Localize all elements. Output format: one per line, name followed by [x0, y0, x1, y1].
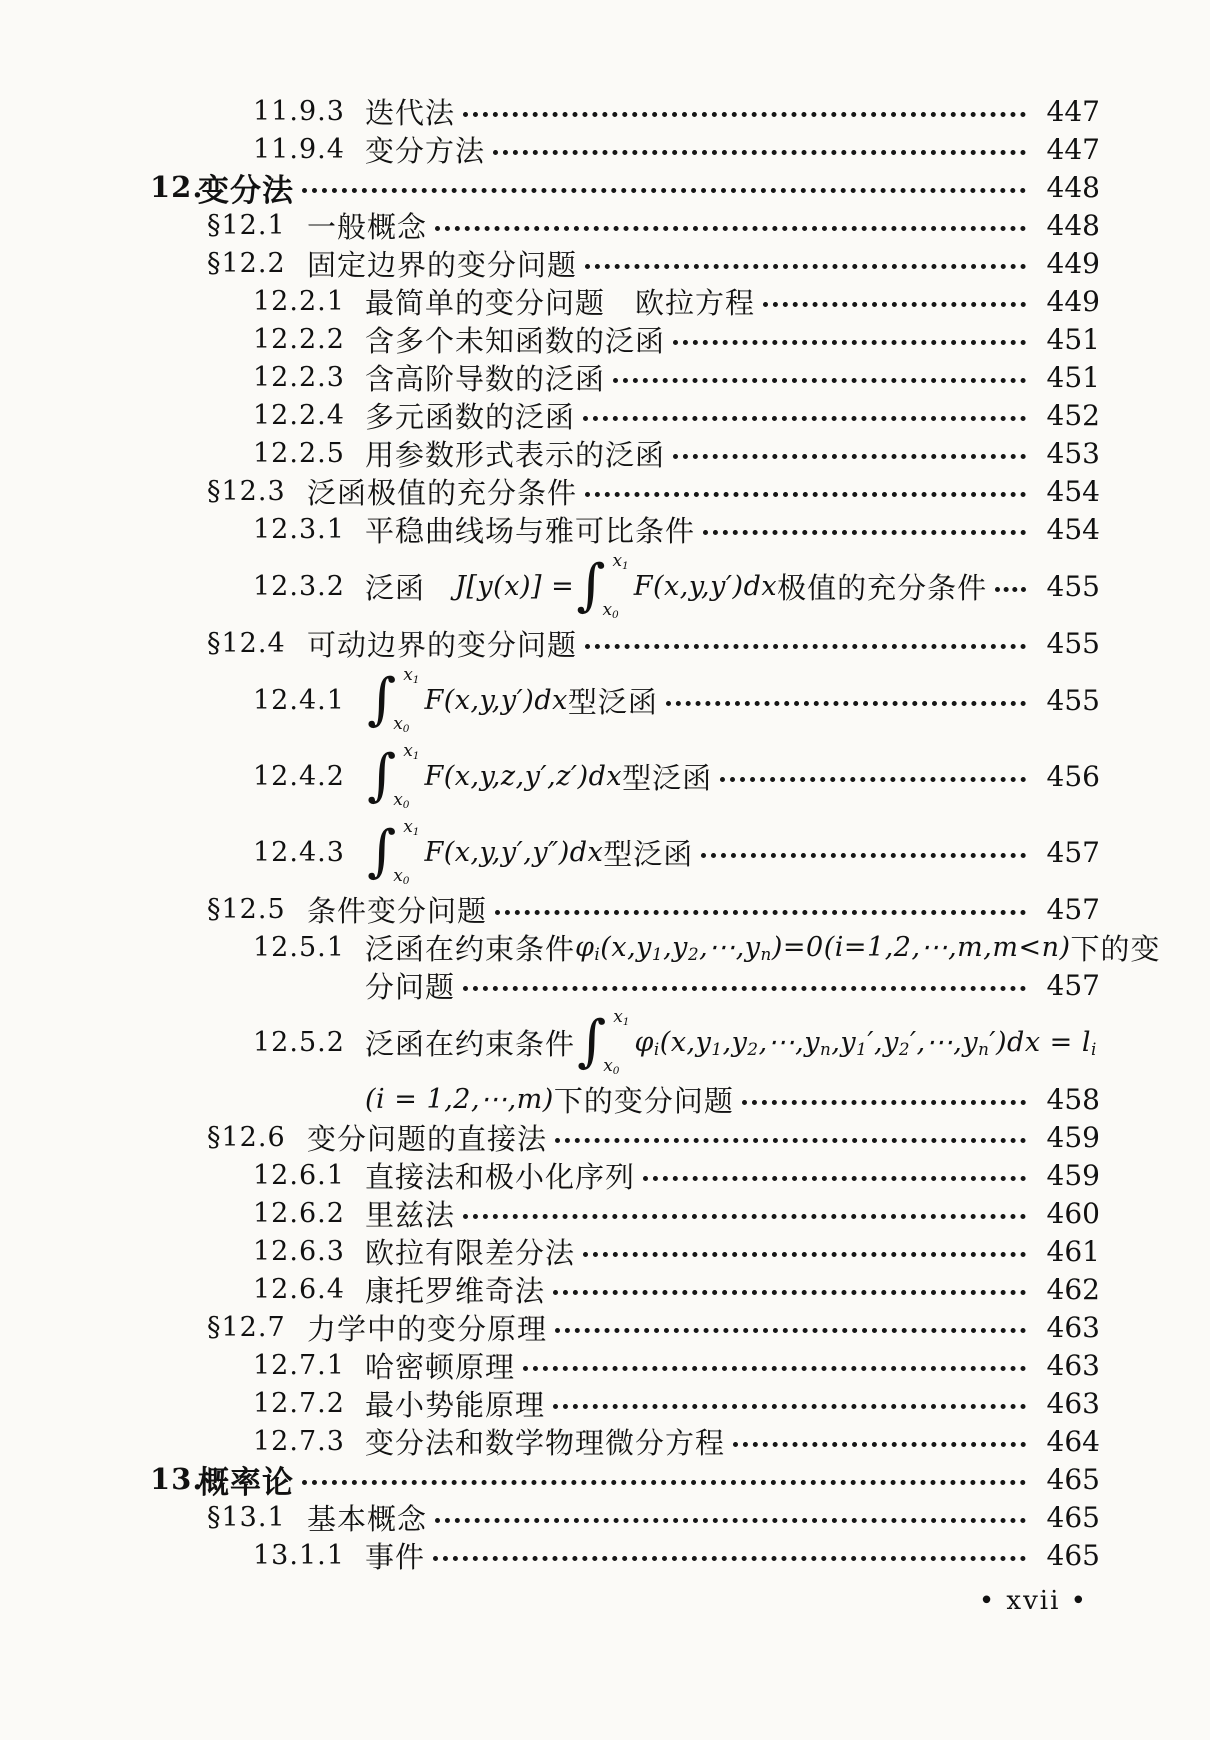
- dot-leader: [673, 454, 1026, 459]
- dot-leader: [673, 340, 1026, 345]
- toc-entry: [150, 1232, 1100, 1270]
- entry-title: [365, 817, 694, 887]
- entry-text: 里兹法: [365, 1199, 456, 1232]
- toc-entry: [150, 1004, 1100, 1118]
- toc-entry: [150, 1156, 1100, 1194]
- page-number: 463: [1046, 1386, 1100, 1420]
- math-expression: J[y(x)] =: [455, 570, 575, 602]
- entry-number: 12.7.3: [253, 1425, 345, 1457]
- entry-text: 基本概念: [307, 1503, 428, 1536]
- dot-leader: [553, 1290, 1026, 1295]
- toc-entry: [150, 1194, 1100, 1232]
- page-number: 459: [1046, 1120, 1100, 1154]
- integral-upper-limit: $x_1$: [403, 665, 420, 686]
- entry-number: 12.6.3: [253, 1235, 345, 1267]
- toc-entry-line: [150, 1422, 1100, 1460]
- page-number: 460: [1046, 1196, 1100, 1230]
- integral-upper-limit: $x_1$: [613, 1007, 630, 1028]
- toc-entry: [150, 1422, 1100, 1460]
- entry-text: 条件变分问题: [307, 895, 488, 928]
- entry-title: [365, 319, 665, 360]
- page-number: 465: [1046, 1500, 1100, 1534]
- entry-text: 哈密顿原理: [365, 1351, 516, 1384]
- entry-text: 泛函极值的充分条件: [307, 477, 578, 510]
- entry-text: 最小势能原理: [365, 1389, 546, 1422]
- toc-entry: [150, 244, 1100, 282]
- entry-text: 变分法和数学物理微分方程: [365, 1427, 726, 1460]
- entry-title: [307, 471, 577, 512]
- dot-leader: [463, 112, 1026, 117]
- toc-entry-line: [150, 206, 1100, 244]
- toc-entry: [150, 130, 1100, 168]
- entry-title: [365, 509, 695, 550]
- dot-leader: [585, 492, 1026, 497]
- dot-leader: [435, 226, 1026, 231]
- page-number: 455: [1046, 683, 1100, 717]
- dot-leader: [463, 1214, 1026, 1219]
- toc-entry-line: [150, 966, 1100, 1004]
- dot-leader: [435, 1518, 1026, 1523]
- toc-entry-line: [150, 1308, 1100, 1346]
- entry-title: [307, 205, 427, 246]
- page-number: 459: [1046, 1158, 1100, 1192]
- entry-title: [198, 165, 294, 210]
- toc-entry-line: [150, 92, 1100, 130]
- entry-text: 直接法和极小化序列: [365, 1161, 636, 1194]
- entry-number: 12.6.4: [253, 1273, 345, 1305]
- toc-entry-line: [150, 928, 1161, 966]
- toc-entry: [150, 624, 1100, 662]
- integral-sign: ∫ $x_1$ $x_0$: [367, 817, 420, 887]
- page-number: 462: [1046, 1272, 1100, 1306]
- toc-entry: [150, 1346, 1100, 1384]
- entry-title: [365, 433, 665, 474]
- entry-title: [365, 1079, 734, 1120]
- entry-title: [365, 665, 658, 735]
- page-number: 457: [1046, 835, 1100, 869]
- entry-text: 固定边界的变分问题: [307, 249, 578, 282]
- entry-number: 12.7.1: [253, 1349, 345, 1381]
- entry-text: 泛函在约束条件: [365, 933, 576, 966]
- page-number: 464: [1046, 1424, 1100, 1458]
- toc-entry: [150, 168, 1100, 206]
- page-number: 453: [1046, 436, 1100, 470]
- entry-title: [365, 1231, 575, 1272]
- entry-title: [365, 551, 988, 621]
- integral-upper-limit: $x_1$: [403, 741, 420, 762]
- toc-entry-line: [150, 1384, 1100, 1422]
- page-number: 449: [1046, 246, 1100, 280]
- toc-entry-line: [150, 358, 1100, 396]
- integral-sign: ∫ $x_1$ $x_0$: [367, 741, 420, 811]
- dot-leader: [302, 188, 1026, 193]
- entry-number: §13.1: [207, 1501, 286, 1533]
- dot-leader: [666, 701, 1026, 706]
- entry-number: §12.4: [207, 627, 286, 659]
- entry-text: 变分方法: [365, 135, 486, 168]
- entry-text: 分问题: [365, 971, 456, 1004]
- page-number: 452: [1046, 398, 1100, 432]
- entry-title: [307, 889, 487, 930]
- integral-sign: ∫ $x_1$ $x_0$: [577, 1007, 630, 1077]
- entry-text: 一般概念: [307, 211, 428, 244]
- entry-title: [365, 1421, 725, 1462]
- toc-entry-line: [150, 1460, 1100, 1498]
- dot-leader: [555, 1138, 1026, 1143]
- page-number: 447: [1046, 94, 1100, 128]
- entry-title: [365, 1007, 1097, 1077]
- dot-leader: [703, 530, 1026, 535]
- entry-text: 用参数形式表示的泛函: [365, 439, 666, 472]
- page-number: 451: [1046, 322, 1100, 356]
- entry-number: 12.2.5: [253, 437, 345, 469]
- toc-entry-line: [150, 130, 1100, 168]
- math-expression: F(x,y,y′)dx: [633, 570, 778, 602]
- toc-entry-line: [150, 624, 1100, 662]
- entry-text: 型泛函: [622, 762, 713, 795]
- toc-entry-line: [150, 738, 1100, 814]
- dot-leader: [742, 1100, 1026, 1105]
- dot-leader: [701, 853, 1026, 858]
- page-number: 465: [1046, 1538, 1100, 1572]
- entry-title: [365, 129, 485, 170]
- toc-entry: [150, 1384, 1100, 1422]
- integral-sign: ∫ $x_1$ $x_0$: [367, 665, 420, 735]
- entry-number: §12.3: [207, 475, 286, 507]
- integral-lower-limit: $x_0$: [602, 600, 619, 621]
- entry-text: 康托罗维奇法: [365, 1275, 546, 1308]
- toc-entry-line: [150, 1346, 1100, 1384]
- toc-entry: [150, 206, 1100, 244]
- entry-number: 13.: [150, 1462, 204, 1496]
- entry-number: 12.4.2: [253, 760, 345, 792]
- page-number: 457: [1046, 968, 1100, 1002]
- page-number: 448: [1046, 208, 1100, 242]
- dot-leader: [583, 416, 1026, 421]
- toc-entry: [150, 928, 1161, 1004]
- toc-entry-line: [150, 472, 1100, 510]
- toc-entry-line: [150, 1270, 1100, 1308]
- entry-title: [365, 91, 455, 132]
- page-number: 448: [1046, 170, 1100, 204]
- toc-entry-line: [150, 890, 1100, 928]
- entry-number: 12.7.2: [253, 1387, 345, 1419]
- entry-text: 极值的充分条件: [777, 572, 988, 605]
- dot-leader: [433, 1556, 1026, 1561]
- entry-title: [365, 395, 575, 436]
- toc-entry-line: [150, 1232, 1100, 1270]
- toc-entry-line: [150, 282, 1100, 320]
- page-number: 456: [1046, 759, 1100, 793]
- toc-entry: [150, 548, 1100, 624]
- toc-entry-line: [150, 168, 1100, 206]
- integral-lower-limit: $x_0$: [393, 790, 410, 811]
- page-number: 447: [1046, 132, 1100, 166]
- entry-text: 最简单的变分问题 欧拉方程: [365, 287, 756, 320]
- entry-title: [307, 1497, 427, 1538]
- math-expression: $\varphi_i(x,y_1,y_2,\cdots,y_n,y_1',y_2',\cdots,y_n')dx = l_i$: [634, 1026, 1097, 1059]
- toc-entry: [150, 1118, 1100, 1156]
- entry-text: 平稳曲线场与雅可比条件: [365, 515, 696, 548]
- integral-upper-limit: $x_1$: [403, 817, 420, 838]
- dot-leader: [720, 777, 1026, 782]
- page-number: 449: [1046, 284, 1100, 318]
- toc-entry: [150, 92, 1100, 130]
- entry-number: §12.2: [207, 247, 286, 279]
- entry-text: 泛函在约束条件: [365, 1028, 576, 1061]
- entry-title: [365, 281, 755, 322]
- entry-number: 12.4.1: [253, 684, 345, 716]
- entry-number: 12.4.3: [253, 836, 345, 868]
- toc-entry: [150, 1460, 1100, 1498]
- entry-title: [365, 357, 605, 398]
- entry-text: 可动边界的变分问题: [307, 629, 578, 662]
- entry-text: 泛函: [365, 572, 456, 605]
- page-number: 454: [1046, 512, 1100, 546]
- dot-leader: [583, 1252, 1026, 1257]
- toc-entry: [150, 320, 1100, 358]
- toc-entry: [150, 1498, 1100, 1536]
- dot-leader: [463, 986, 1026, 991]
- entry-title: [365, 741, 713, 811]
- dot-leader: [523, 1366, 1026, 1371]
- dot-leader: [493, 150, 1026, 155]
- toc-entry: [150, 396, 1100, 434]
- toc-entry: [150, 814, 1100, 890]
- dot-leader: [643, 1176, 1026, 1181]
- entry-text: 力学中的变分原理: [307, 1313, 548, 1346]
- toc-entry-line: [150, 320, 1100, 358]
- entry-number: 11.9.4: [253, 133, 345, 165]
- entry-text: 变分法: [198, 172, 294, 208]
- page-number: 455: [1046, 569, 1100, 603]
- math-expression: F(x,y,z,y′,z′)dx: [424, 760, 623, 792]
- entry-title: [198, 1457, 294, 1502]
- entry-number: 12.3.2: [253, 570, 345, 602]
- entry-number: 11.9.3: [253, 95, 345, 127]
- toc-entry-line: [150, 1536, 1100, 1574]
- page-number: 465: [1046, 1462, 1100, 1496]
- dot-leader: [555, 1328, 1026, 1333]
- entry-text: 含高阶导数的泛函: [365, 363, 606, 396]
- entry-text: 欧拉有限差分法: [365, 1237, 576, 1270]
- toc-entry-line: [150, 1194, 1100, 1232]
- entry-number: 12.5.2: [253, 1026, 345, 1058]
- entry-number: 12.3.1: [253, 513, 345, 545]
- integral-lower-limit: $x_0$: [393, 866, 410, 887]
- page-number: 454: [1046, 474, 1100, 508]
- toc-entry: [150, 662, 1100, 738]
- entry-number: 12.2.4: [253, 399, 345, 431]
- toc-entry-line: [150, 244, 1100, 282]
- entry-number: 12.6.1: [253, 1159, 345, 1191]
- dot-leader: [585, 644, 1026, 649]
- entry-number: 12.: [150, 170, 204, 204]
- toc-entry-line: [150, 510, 1100, 548]
- dot-leader: [553, 1404, 1026, 1409]
- math-expression: (i = 1,2,⋯,m): [365, 1083, 554, 1115]
- entry-title: [365, 1269, 545, 1310]
- toc-entry-line: [150, 1004, 1100, 1080]
- toc-entry-line: [150, 1118, 1100, 1156]
- integral-lower-limit: $x_0$: [603, 1056, 620, 1077]
- page-number: 455: [1046, 626, 1100, 660]
- entry-title: [365, 1155, 635, 1196]
- entry-number: §12.5: [207, 893, 286, 925]
- entry-title: [307, 623, 577, 664]
- entry-text: 含多个未知函数的泛函: [365, 325, 666, 358]
- entry-number: 12.2.1: [253, 285, 345, 317]
- entry-text: 多元函数的泛函: [365, 401, 576, 434]
- entry-number: 12.5.1: [253, 931, 345, 963]
- toc-entry: [150, 1536, 1100, 1574]
- toc-entry-line: [150, 396, 1100, 434]
- toc-list: [150, 92, 1161, 1574]
- toc-entry-line: [150, 1156, 1100, 1194]
- entry-number: §12.6: [207, 1121, 286, 1153]
- dot-leader: [585, 264, 1026, 269]
- entry-title: [365, 927, 1161, 968]
- page-number: 451: [1046, 360, 1100, 394]
- entry-number: §12.1: [207, 209, 286, 241]
- toc-entry: [150, 1270, 1100, 1308]
- entry-text: 事件: [365, 1541, 426, 1574]
- entry-title: [365, 1345, 515, 1386]
- entry-text: 迭代法: [365, 97, 456, 130]
- page-number: 463: [1046, 1310, 1100, 1344]
- toc-entry: [150, 472, 1100, 510]
- entry-title: [365, 965, 455, 1006]
- integral-lower-limit: $x_0$: [393, 714, 410, 735]
- dot-leader: [302, 1480, 1026, 1485]
- toc-entry-line: [150, 662, 1100, 738]
- entry-text: 概率论: [198, 1464, 294, 1500]
- entry-title: [307, 243, 577, 284]
- dot-leader: [495, 910, 1026, 915]
- toc-entry: [150, 434, 1100, 472]
- toc-entry-line: [150, 1080, 1100, 1118]
- math-expression: F(x,y,y′,y″)dx: [424, 836, 604, 868]
- entry-title: [307, 1117, 547, 1158]
- entry-text: 下的变分问题: [553, 1085, 734, 1118]
- page-number: 458: [1046, 1082, 1100, 1116]
- entry-title: [365, 1535, 425, 1576]
- toc-entry: [150, 1308, 1100, 1346]
- integral-sign: ∫ $x_1$ $x_0$: [576, 551, 629, 621]
- entry-text: 型泛函: [603, 838, 694, 871]
- toc-entry: [150, 738, 1100, 814]
- dot-leader: [995, 587, 1026, 592]
- entry-number: 12.2.3: [253, 361, 345, 393]
- entry-text: 变分问题的直接法: [307, 1123, 548, 1156]
- toc-entry: [150, 890, 1100, 928]
- toc-entry-line: [150, 814, 1100, 890]
- toc-entry-line: [150, 434, 1100, 472]
- page-footer: • xvii •: [978, 1586, 1088, 1616]
- entry-text: 型泛函: [567, 686, 658, 719]
- page-number: 457: [1046, 892, 1100, 926]
- math-expression: F(x,y,y′)dx: [424, 684, 568, 716]
- entry-title: [365, 1383, 545, 1424]
- page-number: 463: [1046, 1348, 1100, 1382]
- dot-leader: [613, 378, 1026, 383]
- dot-leader: [733, 1442, 1026, 1447]
- entry-number: 13.1.1: [253, 1539, 345, 1571]
- entry-title: [365, 1193, 455, 1234]
- toc-entry-line: [150, 1498, 1100, 1536]
- toc-entry: [150, 510, 1100, 548]
- entry-title: [307, 1307, 547, 1348]
- toc-entry: [150, 358, 1100, 396]
- entry-number: 12.6.2: [253, 1197, 345, 1229]
- toc-entry: [150, 282, 1100, 320]
- dot-leader: [763, 302, 1026, 307]
- integral-upper-limit: $x_1$: [612, 551, 629, 572]
- page-number: 461: [1046, 1234, 1100, 1268]
- entry-number: 12.2.2: [253, 323, 345, 355]
- entry-text: 下的变: [1070, 933, 1161, 966]
- entry-number: §12.7: [207, 1311, 286, 1343]
- toc-entry-line: [150, 548, 1100, 624]
- math-expression: $\varphi_i(x,y_1,y_2,\cdots,y_n)=0(i=1,2,\cdots,m,m<n)$: [575, 931, 1071, 964]
